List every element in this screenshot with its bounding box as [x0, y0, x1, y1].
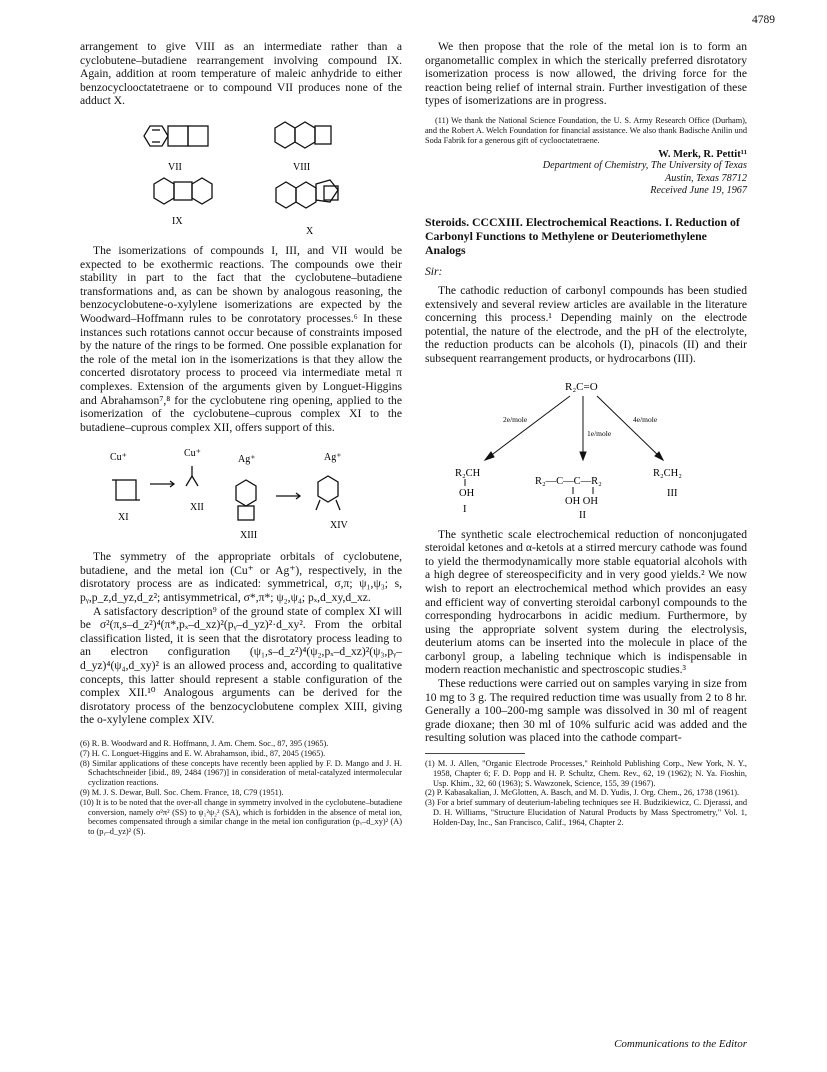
article-heading: Steroids. CCCXIII. Electrochemical Reactions. I. Reduction of Carbonyl Functions to Methylene or Deuteriomethylene Analogs [425, 214, 740, 257]
metal-ion-label: Cu⁺ [184, 448, 201, 460]
product-label: I [463, 503, 467, 515]
paragraph: A satisfactory description⁹ of the ground state of complex XI will be σ²(π,s–d_z²)⁴(π*,pₓ–d_xz)²(pᵧ–d_yz)²·d_xy². From the orbital classification listed, it is seen that the disrotatory process leading to an electron configuration (ψ₁,s–d_z²)⁴(ψ₂,pₓ–d_xz)²(ψ₃,pᵧ–d_yz)⁴(ψ₄,d_xy)² is an allowed process and, according to qualitative concepts, this latter should represent a stable configuration of the complex XII.¹⁰ Analogous arguments can be derived for the disrotatory process of the benzocyclobutene complex XIII, giving the o-xylylene complex XIV. [80, 604, 402, 727]
scheme-reactant: R₂C=O [565, 380, 598, 393]
arrow-label: 2e/mole [503, 414, 528, 424]
product-formula: OH [459, 487, 475, 499]
page-number: 4789 [752, 14, 775, 26]
compound-label: VII [168, 161, 182, 173]
structures-figure-1 [80, 114, 402, 238]
compound-label: XIV [330, 520, 348, 532]
paragraph: The cathodic reduction of carbonyl compounds has been studied extensively and several review articles are available in the literature concerning this process.¹ Depending mainly on the electrode potential, the nature of the electrode, and the pH of the electrolyte, the reduction products can be alcohols (I), pinacols (II) and their subsequent rearrangement products, or hydrocarbons (III). [425, 283, 747, 365]
arrow-label: 4e/mole [633, 414, 658, 424]
structures-figure-2 [80, 440, 402, 544]
product-formula: R₂CH [455, 467, 481, 479]
footnote: (10) It is to be noted that the over-all change in symmetry involved in the cyclobutene–butadiene conversion, namely σ²π² (SS) to ψ₁²ψ₂² (SA), which is forbidden in the absence of metal ion, becomes compensated through a similar change in the metal ion configuration (pₓ–d_xy)² (A) to (pᵧ–d_yz)² (S). [80, 797, 402, 837]
affiliation-line: Department of Chemistry, The University of Texas [542, 160, 747, 172]
paragraph: The symmetry of the appropriate orbitals of cyclobutene, butadiene, and the metal ion (Cu⁺ or Ag⁺), respectively, in the disrotatory process are as indicated: symmetrical, σ,π; ψ₁,ψ₃; s, pᵧ,p_z,d_yz,d_z²; antisymmetrical, σ*,π*; ψ₂,ψ₄; pₓ,d_xy,d_xz. [80, 550, 402, 605]
compound-label: XI [118, 512, 129, 524]
paragraph: The synthetic scale electrochemical reduction of nonconjugated steroidal ketones and α-ketols at a stirred mercury cathode was found to yield the thermodynamically more stable equatorial alcohols with a high degree of stereospecificity and in very good yields.² We now wish to report an electrochemical method which provides an easy and efficient way of converting steroidal carbonyl compounds to the corresponding hydrocarbons in acidic medium. Furthermore, by using the appropriate solvent system during the electrolysis, deuterium atoms can be inserted into the molecule in place of the carbonyl group, a labeling technique which is indispensable in modern reaction mechanistic and spectroscopic studies.³ [425, 527, 747, 677]
paragraph: We then propose that the role of the metal ion is to form an organometallic complex in which the sterically preferred disrotatory isomerization process is now allowed, the driving force for the reaction being relief of internal strain. Further investigation of these types of isomerizations are in progress. [425, 40, 747, 108]
salutation: Sir: [425, 264, 443, 278]
structure-drawings-xi-xiv [80, 440, 402, 544]
footnote: (2) P. Kabasakalian, J. McGlotten, A. Basch, and M. D. Yudis, J. Org. Chem., 26, 1738 (1961). [425, 788, 740, 798]
product-formula: R₂CH₂ [653, 467, 682, 479]
paragraph: The isomerizations of compounds I, III, and VII would be expected to be exothermic reactions. The compounds owe their stability in part to the fact that the cyclobutene–butadiene transformations and, as can be shown by analogous reasoning, the benzocyclobutene-o-xylylene isomerizations are expected by the Woodward–Hoffmann rules to be conrotatory processes.⁶ In these instances such rotations cannot occur because of constraints imposed by the nature of the rings to be formed. One possible explanation for the role of the metal ion in the isomerizations is that they allow the concerted disrotatory process to proceed via intermediate metal π complexes. Extension of the arguments given by Longuet-Higgins and Abrahamson⁷,⁸ for the cyclobutene ring opening, applied to the isomerization of the cyclobutene–cuprous complex XI to the butadiene–cuprous complex XII, offers support of this. [80, 243, 402, 434]
page-footer: Communications to the Editor [614, 1038, 747, 1050]
structure-drawings-vii-x [80, 114, 402, 238]
right-column [425, 40, 747, 828]
metal-ion-label: Ag⁺ [324, 452, 342, 464]
compound-label: IX [172, 215, 183, 227]
footnote: (7) H. C. Longuet-Higgins and E. W. Abrahamson, ibid., 87, 2045 (1965). [80, 748, 326, 758]
footnote: (8) Similar applications of these concepts have recently been applied by F. D. Mango and J. H. Schachtschneider [ibid., 89, 2484 (1967)] in consideration of metal-catalyzed intermolecular cyclization reactions. [80, 758, 402, 788]
metal-ion-label: Ag⁺ [238, 454, 256, 466]
footnote: (11) We thank the National Science Foundation, the U. S. Army Research Office (Durham), and the Robert A. Welch Foundation for financial assistance. We also thank Badische Anilin und Soda Fabrik for a generous gift of cyclooctatetraene. [425, 115, 747, 145]
product-formula: OH OH [565, 495, 598, 507]
arrow-label: 1e/mole [587, 428, 612, 438]
footnote-divider [425, 753, 525, 754]
reduction-scheme [425, 372, 747, 522]
footnote: (6) R. B. Woodward and R. Hoffmann, J. Am. Chem. Soc., 87, 395 (1965). [80, 739, 329, 748]
affiliation-line: Austin, Texas 78712 [665, 172, 747, 184]
footnote: (9) M. J. S. Dewar, Bull. Soc. Chem. France, 18, C79 (1951). [80, 787, 284, 797]
paragraph: arrangement to give VIII as an intermediate rather than a cyclobutene–butadiene rearrangement involving compound IX. Again, addition at room temperature of maleic anhydride to either benzocyclooctatetraene or to compound VII produces none of the adduct X. [80, 40, 402, 108]
metal-ion-label: Cu⁺ [110, 452, 127, 464]
left-column [80, 40, 402, 837]
compound-label: VIII [293, 161, 311, 173]
product-formula: R₂—C—C—R₂ [535, 475, 602, 487]
product-label: II [579, 509, 586, 521]
author-line: W. Merk, R. Pettit¹¹ [658, 149, 747, 161]
compound-label: XIII [240, 530, 258, 542]
product-label: III [667, 487, 678, 499]
footnote: (3) For a brief summary of deuterium-labeling techniques see H. Budzikiewicz, C. Djerassi, and D. H. Williams, "Structure Elucidation of Natural Products by Mass Spectrometry," Vol. 1, Holden-Day, Inc., San Francisco, Calif., 1964, Chapter 2. [425, 798, 747, 827]
footnote: (1) M. J. Allen, "Organic Electrode Processes," Reinhold Publishing Corp., New York, N. Y., 1958, Chapter 6; F. D. Popp and H. P. Schultz, Chem. Rev., 62, 19 (1962); N. Ya. Fioshin, Usp. Khim., 32, 60 (1963); S. Wawzonek, Science, 155, 39 (1967). [425, 759, 747, 788]
scheme-drawing [425, 372, 747, 522]
paragraph: These reductions were carried out on samples varying in size from 10 mg to 3 g. The required reduction time was usually from 2 to 8 hr. Generally a 100–200-mg sample was dissolved in 30 ml of reagent grade dioxane; then 30 ml of 10% sulfuric acid was added and the resulting solution was placed into the cathode compart- [425, 677, 747, 745]
received-date: Received June 19, 1967 [650, 184, 747, 196]
compound-label: XII [190, 502, 204, 514]
compound-label: X [306, 225, 314, 237]
